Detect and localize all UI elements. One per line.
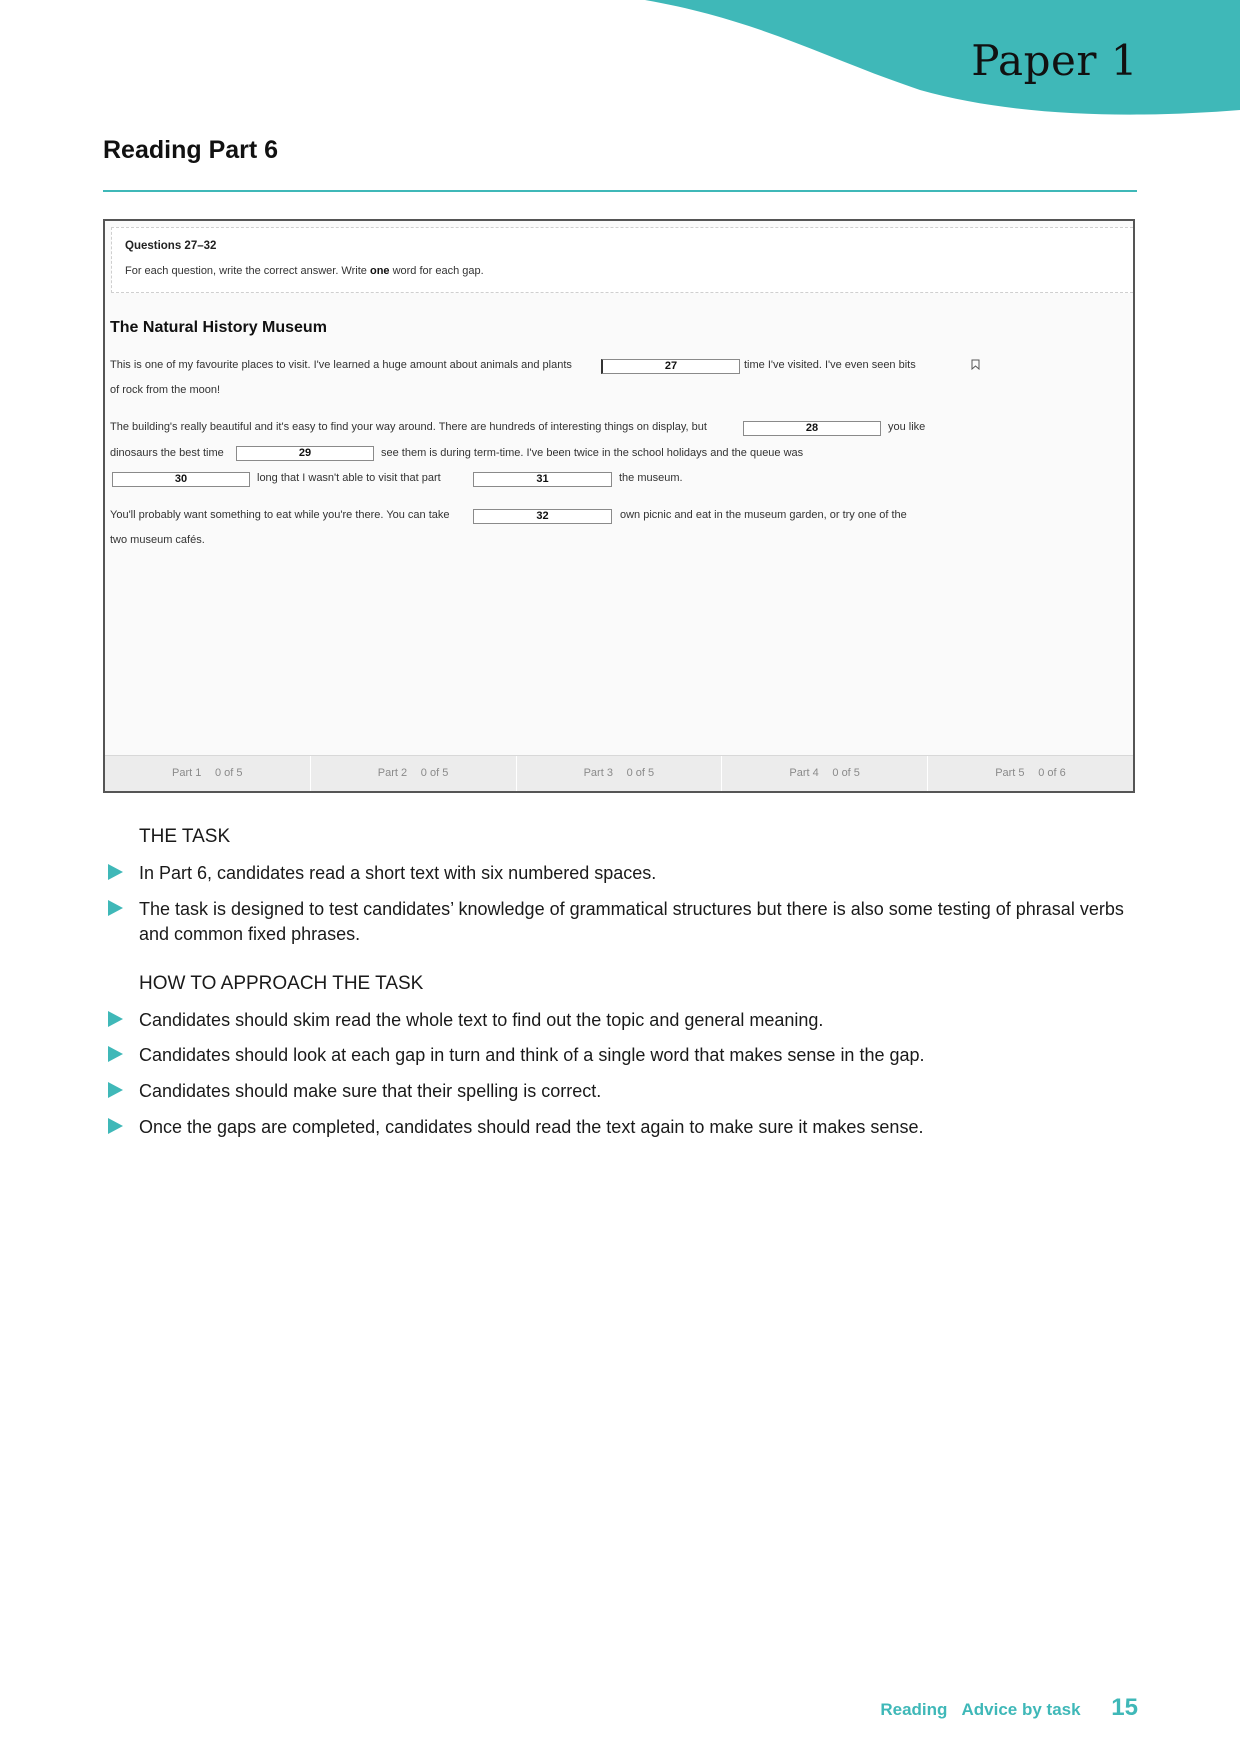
nav-part-4[interactable]: Part 4 0 of 5 <box>722 756 928 791</box>
gap-32-input[interactable]: 32 <box>473 509 612 524</box>
footer-section: Reading <box>880 1700 948 1719</box>
bookmark-icon[interactable] <box>971 359 980 370</box>
section-title: Reading Part 6 <box>103 136 279 164</box>
text-line: of rock from the moon! <box>110 384 221 396</box>
task-heading: THE TASK <box>139 826 231 847</box>
instructions-panel <box>111 227 1133 293</box>
text-line: own picnic and eat in the museum garden, or try one of the <box>620 509 907 521</box>
approach-heading: HOW TO APPROACH THE TASK <box>139 973 424 994</box>
bullet-arrow-icon <box>108 1082 123 1098</box>
questions-range: Questions 27–32 <box>125 240 217 252</box>
gap-29-input[interactable]: 29 <box>236 446 374 461</box>
text-line: dinosaurs the best time <box>110 447 224 459</box>
gap-27-input[interactable]: 27 <box>601 359 740 374</box>
text-line: two museum cafés. <box>110 534 205 546</box>
text-line: see them is during term-time. I've been twice in the school holidays and the queue was <box>381 447 804 459</box>
text-line: you like <box>888 421 926 433</box>
nav-part-5[interactable]: Part 5 0 of 6 <box>995 767 1066 779</box>
gap-30-input[interactable]: 30 <box>112 472 250 487</box>
gap-28-input[interactable]: 28 <box>743 421 881 436</box>
text-line: The building's really beautiful and it's easy to find your way around. There are hundreds of interesting things on display, but <box>110 421 707 433</box>
text-line: time I've visited. I've even seen bits <box>744 359 916 371</box>
page-number: 15 <box>1111 1694 1138 1721</box>
page-footer <box>880 1694 1138 1722</box>
text-title: The Natural History Museum <box>110 319 327 336</box>
bullet-arrow-icon <box>108 1118 123 1134</box>
gap-31-input[interactable]: 31 <box>473 472 612 487</box>
nav-part-3[interactable]: Part 3 0 of 5 <box>517 756 723 791</box>
footer-subsection: Advice by task <box>961 1700 1081 1719</box>
nav-part-1[interactable]: Part 1 0 of 5 <box>105 756 311 791</box>
paper-title: Paper 1 <box>971 36 1138 85</box>
bullet-arrow-icon <box>108 864 123 880</box>
text-line: This is one of my favourite places to visit. I've learned a huge amount about animals and plants <box>110 359 572 371</box>
instruction-text: For each question, write the correct answer. Write one word for each gap. <box>125 265 484 277</box>
bullet-arrow-icon <box>108 900 123 916</box>
section-divider <box>103 190 1137 192</box>
text-line: the museum. <box>619 472 683 484</box>
exam-screenshot <box>103 219 1135 793</box>
bullet-arrow-icon <box>108 1011 123 1027</box>
nav-part-2[interactable]: Part 2 0 of 5 <box>311 756 517 791</box>
bullet-arrow-icon <box>108 1046 123 1062</box>
part-navigation <box>105 755 1133 791</box>
text-line: You'll probably want something to eat while you're there. You can take <box>110 509 450 521</box>
text-line: long that I wasn't able to visit that part <box>257 472 441 484</box>
